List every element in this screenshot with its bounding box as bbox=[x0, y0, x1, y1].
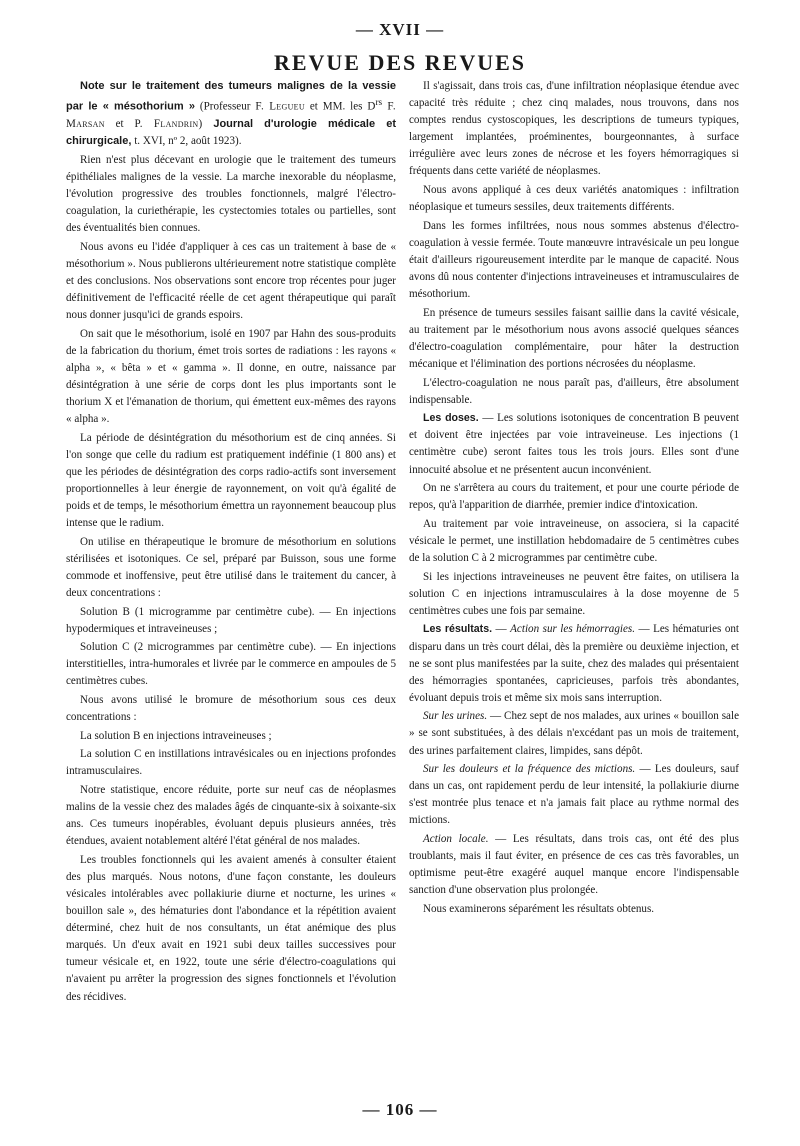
paragraph: Nous avons utilisé le bromure de mésothorium sous ces deux concentrations : bbox=[66, 693, 396, 724]
paragraph: Nous avons appliqué à ces deux variétés anatomiques : infiltration néoplasique et tumeurs sessiles, deux traitements différents. bbox=[409, 184, 739, 214]
pain-subheading: Sur les douleurs et la fréquence des mictions. bbox=[423, 763, 636, 776]
hemorrhage-subheading: Action sur les hémorragies. bbox=[510, 623, 635, 636]
urines-paragraph: Sur les urines. — Chez sept de nos malades, aux urines « bouillon sale » se sont substituées, à des délais n'excédant pas un mois de traitement, des urines parfaitement claires, limpides, sans dépôt. bbox=[409, 710, 739, 757]
citation: t. XVI, nº 2, août 1923). bbox=[131, 134, 242, 147]
article-heading: Note sur le traitement des tumeurs malignes de la vessie par le « mésothorium » (Professeur F. Legueu et MM. les $D^{rs}$ F. Marsan et P. Flandrin) Journal d'urologie médicale et chirurgicale, t. XVI, nº 2, août 1923). bbox=[66, 80, 397, 147]
left-column bbox=[66, 78, 396, 1007]
author-marsan: F. Marsan bbox=[66, 100, 396, 130]
paragraph: L'électro-coagulation ne nous paraît pas, d'ailleurs, être absolument indispensable. bbox=[409, 376, 739, 406]
paragraph: Nous examinerons séparément les résultats obtenus. bbox=[423, 902, 655, 915]
doses-paragraph: Les doses. — Les solutions isotoniques de concentration B peuvent et doivent être injectées par voie intraveineuse. Les injections (1 centimètre cube) seront faites tous les trois jours. Elles sont d'une innocuité absolue et ne présentent aucun inconvénient. bbox=[409, 412, 739, 476]
local-action-subheading: Action locale. bbox=[423, 833, 489, 846]
results-paragraph: Les résultats. — Action sur les hémorragies. — Les hématuries ont disparu dans un très court délai, dès la première ou deuxième injection, et ne se sont plus manifestées par la suite, chez des malades qui présentaient des hémorragies spontanées, capricieuses, parfois très abondantes, évoluant depuis trois et même six mois sans interruption. bbox=[409, 623, 739, 704]
paragraph: La solution B en injections intraveineuses ; bbox=[80, 729, 272, 742]
roman-page-number: — XVII — bbox=[355, 20, 445, 39]
results-heading: Les résultats. bbox=[423, 623, 493, 636]
paragraph: La période de désintégration du mésothorium est de cinq années. Si l'on songe que celle du radium est pratiquement indéfinie (1 800 ans) et que les périodes de désintégration des corps radio-actifs sont inversement proportionnelles à leur énergie de rayonnement, on voit qu'à égalité de poids et de temps, le mésothorium émettra un rayonnement beaucoup plus intense que le radium. bbox=[66, 431, 396, 530]
paragraph: La solution C en instillations intravésicales ou en injections profondes intramusculaires. bbox=[66, 748, 396, 778]
paragraph: Les troubles fonctionnels qui les avaient amenés à consulter étaient des plus marqués. Nous notons, d'une façon constante, les douleurs vésicales intolérables avec pollakiurie diurne et nocturne, les urines « bouillon sale », des hématuries dont l'abondance et la répétition avaient déterminé, chez huit de nos consultants, un état anémique des plus marqués. Un d'eux avait en 1921 subi deux tailles successives pour tumeur vésicale et, en 1922, toute une série d'électro-coagulations qui n'avaient pu arrêter la progression des signes fonctionnels et l'évolution des récidives. bbox=[66, 853, 396, 1003]
paragraph: Dans les formes infiltrées, nous nous sommes abstenus d'électro-coagulation à vessie fermée. Toute manœuvre intravésicale un peu longue était d'ailleurs rigoureusement interdite par le manque de capacité. Nous avons dû nous contenter d'injections intraveineuses et intramusculaires de mésothorium. bbox=[409, 219, 739, 301]
article-title: Note sur le traitement des tumeurs malignes de la vessie par le « mésothorium » bbox=[66, 80, 396, 113]
paragraph: On ne s'arrêtera au cours du traitement, et pour une courte période de repos, qu'à l'apparition de diarrhée, premier indice d'intoxication. bbox=[409, 482, 739, 512]
author-legueu: F. Legueu bbox=[255, 100, 305, 113]
paragraph: On sait que le mésothorium, isolé en 1907 par Hahn des sous-produits de la fabrication du thorium, émet trois sortes de radiations : les rayons « alpha », « bêta » et « gamma ». Il donne, en outre, naissance par désintégration à une série de corps dont les plus importants sont le thorium X et l'émanation de thorium, qui émettent eux-mêmes des rayons « alpha ». bbox=[66, 327, 396, 425]
paragraph: Au traitement par voie intraveineuse, on associera, si la capacité vésicale le permet, une instillation hebdomadaire de 5 centimètres cubes de la solution C à 2 microgrammes par centimètre cube. bbox=[409, 517, 739, 565]
paragraph: On utilise en thérapeutique le bromure de mésothorium en solutions stérilisées et isotoniques. Ce sel, préparé par Buisson, sous une forme commode et inoffensive, peut être utilisé dans le traitement du cancer, à deux concentrations : bbox=[66, 535, 396, 599]
pain-paragraph: Sur les douleurs et la fréquence des mictions. — Les douleurs, sauf dans un cas, ont rapidement perdu de leur intensité, la pollakiurie diurne s'est montrée plus tenace et n'a jamais fait place au rythme normal des mictions. bbox=[409, 763, 739, 827]
paragraph: Notre statistique, encore réduite, porte sur neuf cas de néoplasmes malins de la vessie chez des malades âgés de cinquante-six à soixante-six ans. Ces tumeurs inopérables, évoluant depuis plusieurs années, très étendues, avaient notablement altéré l'état général de nos malades. bbox=[66, 783, 396, 848]
local-action-paragraph: Action locale. — Les résultats, dans trois cas, ont été des plus troublants, mais il faut éviter, en présence de ces cas très favorables, un optimisme peut-être exagéré auquel manque encore l'indispensable sanction d'une observation plus prolongée. bbox=[409, 833, 739, 897]
paragraph: Solution C (2 microgrammes par centimètre cube). — En injections interstitielles, intra-humorales et livrée par le commerce en ampoules de 5 centimètres cubes. bbox=[66, 641, 396, 688]
section-title: REVUE DES REVUES bbox=[273, 50, 527, 75]
author-flandrin: P. Flandrin bbox=[134, 117, 199, 130]
journal-name: Journal d'urologie médicale et chirurgicale, bbox=[66, 117, 397, 147]
right-column bbox=[409, 78, 739, 920]
paragraph: Nous avons eu l'idée d'appliquer à ces cas un traitement à base de « mésothorium ». Nous publierons ultérieurement notre statistique complète et des conclusions. Nos observations sont encore trop récentes pour juger définitivement de l'efficacité réelle de cet agent thérapeutique qui paraît nous donner jusqu'ici de grands espoirs. bbox=[66, 240, 396, 321]
paragraph: Rien n'est plus décevant en urologie que le traitement des tumeurs épithéliales malignes de la vessie. La marche inexorable du néoplasme, l'évolution progressive des troubles fonctionnels, malgré l'électro-coagulation, la curiethérapie, les cystectomies totales ou partielles, sont des éventualités bien connues. bbox=[66, 153, 396, 234]
paragraph: Solution B (1 microgramme par centimètre cube). — En injections hypodermiques et intraveineuses ; bbox=[66, 605, 396, 635]
urines-subheading: Sur les urines. bbox=[423, 710, 488, 723]
paragraph: En présence de tumeurs sessiles faisant saillie dans la cavité vésicale, au traitement par le mésothorium nous avons associé quelques séances d'électro-coagulation complémentaire, pour hâter la destruction mécanique et l'élimination des portions nécrosées du néoplasme. bbox=[409, 306, 739, 370]
paragraph: Il s'agissait, dans trois cas, d'une infiltration néoplasique étendue avec capacité très réduite ; chez cinq malades, nous trouvons, dans nos comptes rendus cystoscopiques, les descriptions de tumeurs typiques, largement implantées, proéminentes, bourgeonnantes, à surface irrégulière avec leurs zones de nécrose et les foyers hémorragiques si fréquents dans cette variété de néoplasmes. bbox=[409, 80, 739, 178]
paragraph: Si les injections intraveineuses ne peuvent être faites, on utilisera la solution C en injections intramusculaires à la dose moyenne de 5 centimètres cubes une fois par semaine. bbox=[409, 570, 739, 617]
doses-heading: Les doses. bbox=[423, 412, 479, 425]
page-number: — 106 — bbox=[362, 1100, 438, 1119]
